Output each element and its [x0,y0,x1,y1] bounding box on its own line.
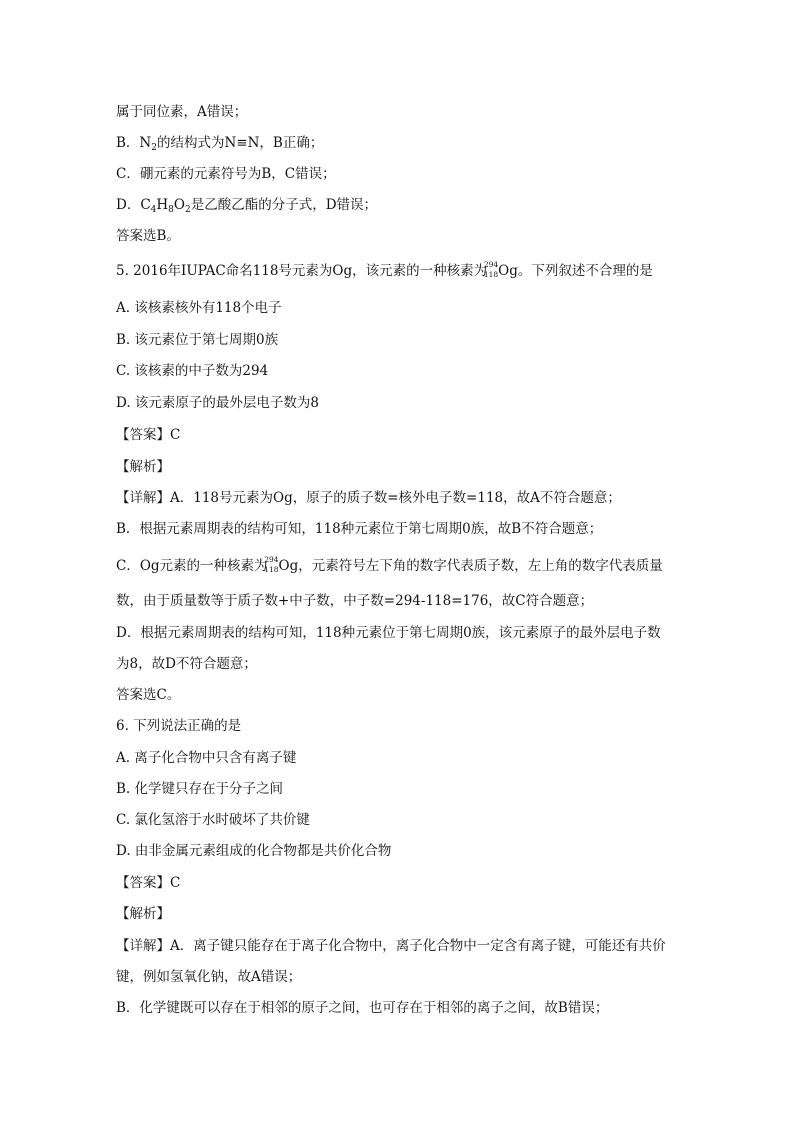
question-6-analysis-heading: 【解析】 [116,906,170,922]
question-5-option-c: C. 该核素的中子数为294 [116,363,269,379]
question-5-detail: C．Og元素的一种核素为 294 118 Og，元素符号左下角的数字代表质子数，左上角的数字代表质量 [116,555,663,574]
question-6-option-c: C. 氯化氢溶于水时破坏了共价键 [116,812,310,828]
nuclide-notation: 294 118 [483,260,499,279]
question-5-answer: 【答案】C [116,427,181,443]
question-6-answer: 【答案】C [116,875,181,891]
question-6-detail: 键，例如氢氧化钠，故A错误； [116,969,302,985]
nuclide-notation: 294 118 [264,555,279,574]
question-5-detail: 为8，故D不符合题意； [116,656,257,672]
text-line: B．$N_2$的结构式为N≡N，B正确； [116,135,324,153]
text-line: 属于同位素，A错误； [116,104,248,120]
question-5-analysis-heading: 【解析】 [116,459,170,475]
question-5-option-d: D. 该元素原子的最外层电子数为8 [116,395,320,411]
question-5-detail: 数，由于质量数等于质子数+中子数，中子数=294-118=176，故C符合题意； [116,593,594,609]
question-6-option-a: A. 离子化合物中只含有离子键 [116,750,297,766]
text-line: 答案选B。 [116,228,180,244]
question-6-option-d: D. 由非金属元素组成的化合物都是共价化合物 [116,843,392,859]
text-line: C．硼元素的元素符号为B，C错误； [116,166,336,182]
question-6-detail: B．化学键既可以存在于相邻的原子之间，也可存在于相邻的离子之间，故B错误； [116,1000,609,1016]
question-5-stem: 5. 2016年IUPAC命名118号元素为Og，该元素的一种核素为 294 118 Og。下列叙述不合理的是 [116,260,653,279]
question-6-option-b: B. 化学键只存在于分子之间 [116,781,284,797]
question-5-detail: D．根据元素周期表的结构可知，118种元素位于第七周期0族，该元素原子的最外层电子数 [116,625,661,641]
question-5-option-b: B. 该元素位于第七周期0族 [116,332,279,348]
question-5-detail: B．根据元素周期表的结构可知，118种元素位于第七周期0族，故B不符合题意； [116,521,603,537]
question-5-option-a: A. 该核素核外有118个电子 [116,300,282,316]
question-6-detail: 【详解】A．离子键只能存在于离子化合物中，离子化合物中一定含有离子键，可能还有共价 [116,938,666,954]
question-5-conclusion: 答案选C。 [116,687,181,703]
question-6-stem: 6. 下列说法正确的是 [116,718,242,734]
text-line: D．$C_4H_8O_2$是乙酸乙酯的分子式，D错误； [116,197,378,215]
question-5-detail: 【详解】A．118号元素为Og，原子的质子数=核外电子数=118，故A不符合题意； [116,490,621,506]
